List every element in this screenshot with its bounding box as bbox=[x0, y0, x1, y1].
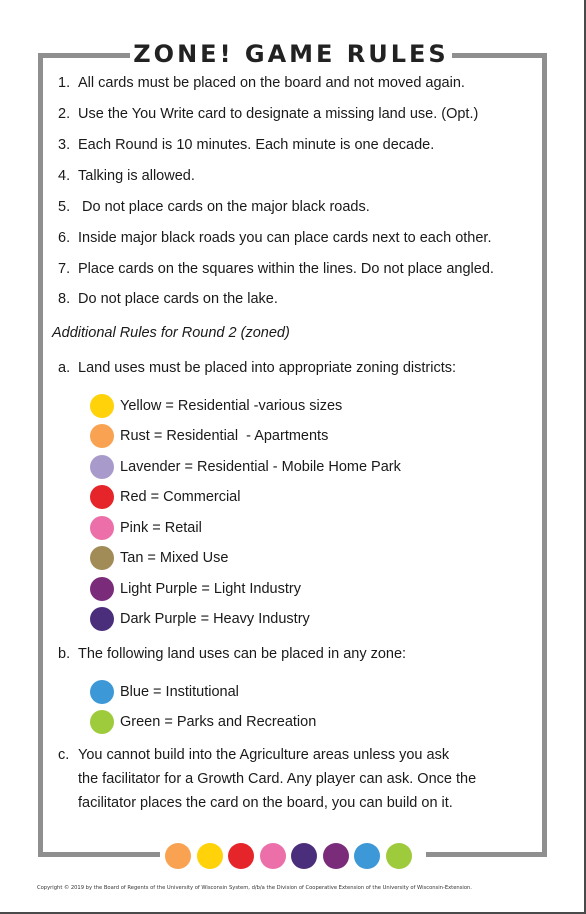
rule-7 bbox=[58, 261, 494, 277]
tan-swatch-icon bbox=[90, 546, 114, 570]
zone-red bbox=[90, 485, 240, 509]
zone-lavender bbox=[90, 455, 401, 479]
rule-number: 6. bbox=[58, 230, 71, 246]
rule-4 bbox=[58, 168, 195, 184]
zone-pink bbox=[90, 516, 202, 540]
zone-green bbox=[90, 710, 316, 734]
zone-label: Red = Commercial bbox=[120, 489, 241, 505]
rule-letter: b. bbox=[58, 646, 71, 662]
rule-number: 3. bbox=[58, 137, 71, 153]
zone-label: Rust = Residential - Apartments bbox=[120, 428, 329, 444]
rule-c-line: facilitator places the card on the board, you can build on it. bbox=[78, 795, 453, 811]
zone-label: Green = Parks and Recreation bbox=[120, 714, 317, 730]
rule-3 bbox=[58, 137, 434, 153]
zone-blue bbox=[90, 680, 239, 704]
yellow-dot-icon bbox=[197, 843, 223, 869]
rule-number: 1. bbox=[58, 75, 71, 91]
zone-tan bbox=[90, 546, 228, 570]
rule-number: 8. bbox=[58, 291, 71, 307]
rule-c-line: You cannot build into the Agriculture areas unless you ask bbox=[78, 747, 450, 763]
zone-rust bbox=[90, 424, 328, 448]
rule-text: All cards must be placed on the board and not moved again. bbox=[78, 75, 465, 91]
zone-label: Pink = Retail bbox=[120, 520, 202, 536]
green-dot-icon bbox=[386, 843, 412, 869]
rule-number: 4. bbox=[58, 168, 71, 184]
rule-8 bbox=[58, 291, 278, 307]
rule-a bbox=[58, 360, 456, 376]
rule-number: 5. bbox=[58, 199, 71, 215]
zone-light-purple bbox=[90, 577, 301, 601]
rule-c-line: the facilitator for a Growth Card. Any player can ask. Once the bbox=[78, 771, 477, 787]
yellow-swatch-icon bbox=[90, 394, 114, 418]
red-dot-icon bbox=[228, 843, 254, 869]
zone-label: Dark Purple = Heavy Industry bbox=[120, 611, 310, 627]
rust-swatch-icon bbox=[90, 424, 114, 448]
zone-label: Blue = Institutional bbox=[120, 684, 239, 700]
lavender-swatch-icon bbox=[90, 455, 114, 479]
rule-letter: c. bbox=[58, 747, 70, 763]
rule-2 bbox=[58, 106, 478, 122]
blue-swatch-icon bbox=[90, 680, 114, 704]
orange-dot-icon bbox=[165, 843, 191, 869]
rule-b bbox=[58, 646, 406, 662]
zone-label: Light Purple = Light Industry bbox=[120, 581, 301, 597]
light-purple-swatch-icon bbox=[90, 577, 114, 601]
rule-text: The following land uses can be placed in any zone: bbox=[78, 646, 407, 662]
rule-text: Place cards on the squares within the lines. Do not place angled. bbox=[78, 261, 494, 277]
page-title: ZONE! GAME RULES bbox=[133, 40, 449, 68]
dark-purple-dot-icon bbox=[291, 843, 317, 869]
color-dots-row bbox=[165, 843, 412, 869]
rule-5 bbox=[58, 199, 370, 215]
rule-number: 7. bbox=[58, 261, 71, 277]
rule-1 bbox=[58, 75, 465, 91]
zone-dark-purple bbox=[90, 607, 310, 631]
rule-text: Use the You Write card to designate a missing land use. (Opt.) bbox=[78, 106, 479, 122]
red-swatch-icon bbox=[90, 485, 114, 509]
rule-text: Do not place cards on the major black roads. bbox=[78, 199, 370, 215]
pink-dot-icon bbox=[260, 843, 286, 869]
green-swatch-icon bbox=[90, 710, 114, 734]
zone-label: Lavender = Residential - Mobile Home Park bbox=[120, 459, 401, 475]
rule-c-letter bbox=[58, 747, 78, 763]
rule-text: Land uses must be placed into appropriate zoning districts: bbox=[78, 360, 457, 376]
zone-yellow bbox=[90, 394, 342, 418]
blue-dot-icon bbox=[354, 843, 380, 869]
pink-swatch-icon bbox=[90, 516, 114, 540]
additional-rules-heading: Additional Rules for Round 2 (zoned) bbox=[52, 325, 290, 341]
rule-text: Inside major black roads you can place cards next to each other. bbox=[78, 230, 492, 246]
dark-purple-swatch-icon bbox=[90, 607, 114, 631]
zone-label: Yellow = Residential -various sizes bbox=[120, 398, 343, 414]
rule-text: Each Round is 10 minutes. Each minute is one decade. bbox=[78, 137, 435, 153]
rule-text: Talking is allowed. bbox=[78, 168, 195, 184]
copyright-notice: Copyright © 2019 by the Board of Regents of the University of Wisconsin System, d/b/a the Division of Cooperative Extension of the University of Wisconsin-Extension. bbox=[37, 885, 472, 891]
rule-text: Do not place cards on the lake. bbox=[78, 291, 278, 307]
rule-number: 2. bbox=[58, 106, 71, 122]
zone-label: Tan = Mixed Use bbox=[120, 550, 229, 566]
rule-6 bbox=[58, 230, 491, 246]
rule-letter: a. bbox=[58, 360, 71, 376]
light-purple-dot-icon bbox=[323, 843, 349, 869]
rule-c-text bbox=[78, 743, 538, 815]
